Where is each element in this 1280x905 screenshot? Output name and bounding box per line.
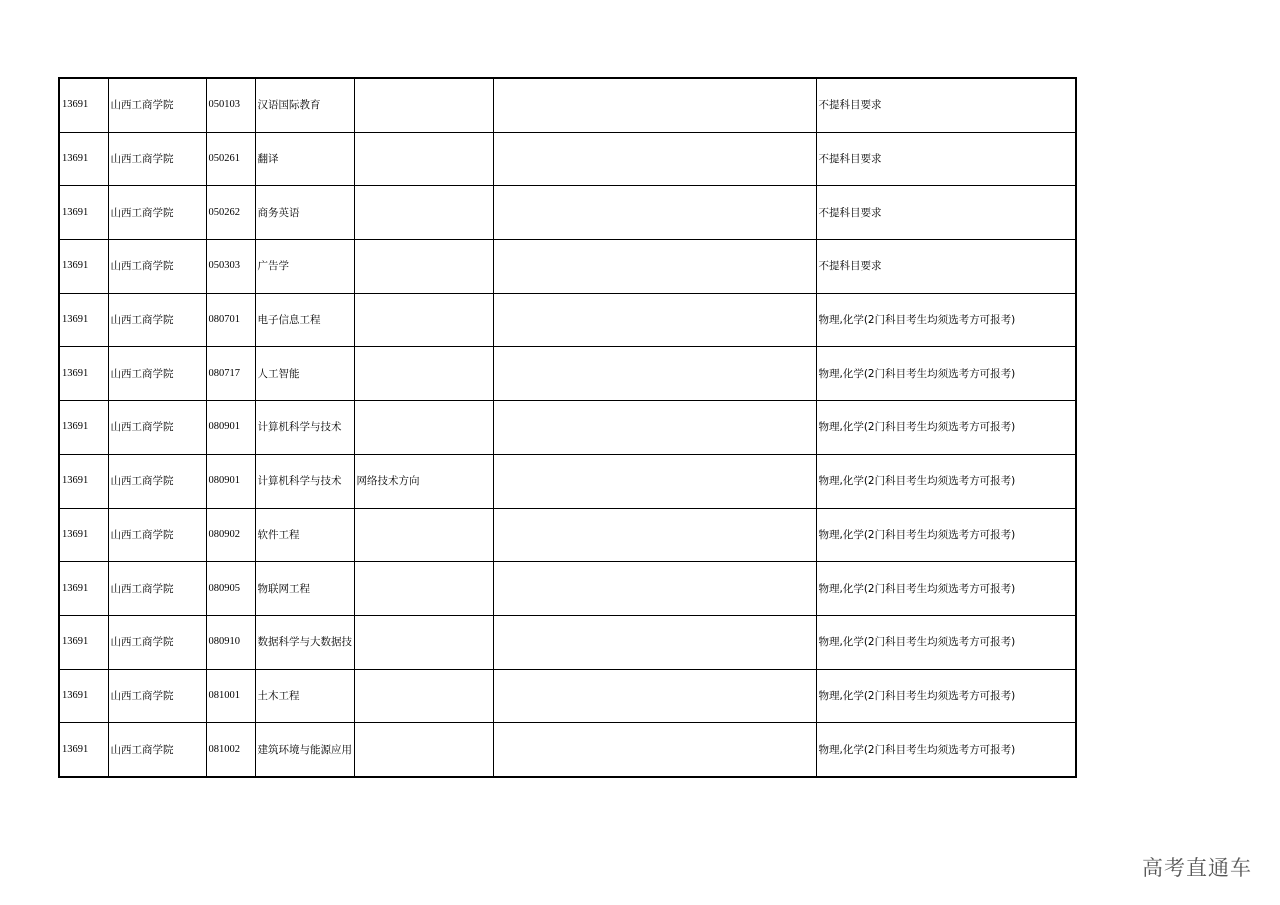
school-name-cell: 山西工商学院 xyxy=(108,132,206,186)
direction-cell xyxy=(354,186,493,240)
school-name-cell: 山西工商学院 xyxy=(108,454,206,508)
direction-cell xyxy=(354,508,493,562)
major-name-cell: 计算机科学与技术 xyxy=(255,401,354,455)
major-name-cell: 翻译 xyxy=(255,132,354,186)
major-code-cell: 080717 xyxy=(206,347,255,401)
school-code-cell: 13691 xyxy=(59,293,108,347)
major-name-cell: 商务英语 xyxy=(255,186,354,240)
major-name-cell: 广告学 xyxy=(255,240,354,294)
major-name-cell: 土木工程 xyxy=(255,669,354,723)
major-code-cell: 080901 xyxy=(206,401,255,455)
school-code-cell: 13691 xyxy=(59,723,108,777)
subject-requirement-table xyxy=(58,77,1077,778)
major-name-cell: 汉语国际教育 xyxy=(255,78,354,132)
notes-cell xyxy=(493,508,816,562)
school-name-cell: 山西工商学院 xyxy=(108,347,206,401)
table-row xyxy=(59,723,1076,777)
notes-cell xyxy=(493,669,816,723)
major-name-cell: 物联网工程 xyxy=(255,562,354,616)
school-name-cell: 山西工商学院 xyxy=(108,78,206,132)
watermark-text: 高考直通车 xyxy=(1142,856,1252,880)
major-name-cell: 数据科学与大数据技 xyxy=(255,615,354,669)
major-name-cell: 计算机科学与技术 xyxy=(255,454,354,508)
major-name-cell: 人工智能 xyxy=(255,347,354,401)
direction-cell xyxy=(354,240,493,294)
school-name-cell: 山西工商学院 xyxy=(108,508,206,562)
requirement-cell: 物理,化学(2门科目考生均须选考方可报考) xyxy=(816,562,1076,616)
requirement-cell: 物理,化学(2门科目考生均须选考方可报考) xyxy=(816,401,1076,455)
requirement-cell: 物理,化学(2门科目考生均须选考方可报考) xyxy=(816,615,1076,669)
table-row xyxy=(59,132,1076,186)
requirement-cell: 不提科目要求 xyxy=(816,78,1076,132)
notes-cell xyxy=(493,401,816,455)
major-code-cell: 080701 xyxy=(206,293,255,347)
major-code-cell: 050262 xyxy=(206,186,255,240)
table-row xyxy=(59,454,1076,508)
requirement-cell: 物理,化学(2门科目考生均须选考方可报考) xyxy=(816,723,1076,777)
notes-cell xyxy=(493,562,816,616)
direction-cell xyxy=(354,132,493,186)
notes-cell xyxy=(493,347,816,401)
notes-cell xyxy=(493,132,816,186)
table-row xyxy=(59,240,1076,294)
major-code-cell: 050303 xyxy=(206,240,255,294)
school-code-cell: 13691 xyxy=(59,186,108,240)
table-row xyxy=(59,669,1076,723)
direction-cell xyxy=(354,723,493,777)
direction-cell xyxy=(354,562,493,616)
major-name-cell: 建筑环境与能源应用 xyxy=(255,723,354,777)
requirement-cell: 物理,化学(2门科目考生均须选考方可报考) xyxy=(816,454,1076,508)
table-body xyxy=(59,78,1076,777)
major-code-cell: 080905 xyxy=(206,562,255,616)
school-name-cell: 山西工商学院 xyxy=(108,293,206,347)
school-code-cell: 13691 xyxy=(59,615,108,669)
table-row xyxy=(59,293,1076,347)
direction-cell xyxy=(354,347,493,401)
notes-cell xyxy=(493,454,816,508)
school-name-cell: 山西工商学院 xyxy=(108,562,206,616)
notes-cell xyxy=(493,615,816,669)
notes-cell xyxy=(493,723,816,777)
requirement-cell: 物理,化学(2门科目考生均须选考方可报考) xyxy=(816,669,1076,723)
major-code-cell: 080901 xyxy=(206,454,255,508)
major-code-cell: 080902 xyxy=(206,508,255,562)
school-code-cell: 13691 xyxy=(59,454,108,508)
requirement-cell: 不提科目要求 xyxy=(816,186,1076,240)
school-code-cell: 13691 xyxy=(59,669,108,723)
major-code-cell: 080910 xyxy=(206,615,255,669)
table-row xyxy=(59,186,1076,240)
table-row xyxy=(59,78,1076,132)
major-name-cell: 电子信息工程 xyxy=(255,293,354,347)
notes-cell xyxy=(493,293,816,347)
table-row xyxy=(59,615,1076,669)
major-code-cell: 081001 xyxy=(206,669,255,723)
requirement-cell: 物理,化学(2门科目考生均须选考方可报考) xyxy=(816,508,1076,562)
school-name-cell: 山西工商学院 xyxy=(108,186,206,240)
school-name-cell: 山西工商学院 xyxy=(108,401,206,455)
school-name-cell: 山西工商学院 xyxy=(108,615,206,669)
notes-cell xyxy=(493,78,816,132)
school-code-cell: 13691 xyxy=(59,508,108,562)
direction-cell: 网络技术方向 xyxy=(354,454,493,508)
major-code-cell: 081002 xyxy=(206,723,255,777)
school-code-cell: 13691 xyxy=(59,240,108,294)
major-name-cell: 软件工程 xyxy=(255,508,354,562)
school-code-cell: 13691 xyxy=(59,401,108,455)
direction-cell xyxy=(354,401,493,455)
major-code-cell: 050261 xyxy=(206,132,255,186)
direction-cell xyxy=(354,78,493,132)
notes-cell xyxy=(493,186,816,240)
table-row xyxy=(59,562,1076,616)
school-code-cell: 13691 xyxy=(59,347,108,401)
notes-cell xyxy=(493,240,816,294)
direction-cell xyxy=(354,293,493,347)
school-code-cell: 13691 xyxy=(59,132,108,186)
table-row xyxy=(59,401,1076,455)
school-name-cell: 山西工商学院 xyxy=(108,669,206,723)
school-code-cell: 13691 xyxy=(59,562,108,616)
table-row xyxy=(59,508,1076,562)
requirement-cell: 不提科目要求 xyxy=(816,240,1076,294)
requirement-cell: 物理,化学(2门科目考生均须选考方可报考) xyxy=(816,293,1076,347)
direction-cell xyxy=(354,669,493,723)
requirement-cell: 物理,化学(2门科目考生均须选考方可报考) xyxy=(816,347,1076,401)
school-name-cell: 山西工商学院 xyxy=(108,723,206,777)
requirement-cell: 不提科目要求 xyxy=(816,132,1076,186)
major-code-cell: 050103 xyxy=(206,78,255,132)
table-row xyxy=(59,347,1076,401)
direction-cell xyxy=(354,615,493,669)
school-name-cell: 山西工商学院 xyxy=(108,240,206,294)
school-code-cell: 13691 xyxy=(59,78,108,132)
